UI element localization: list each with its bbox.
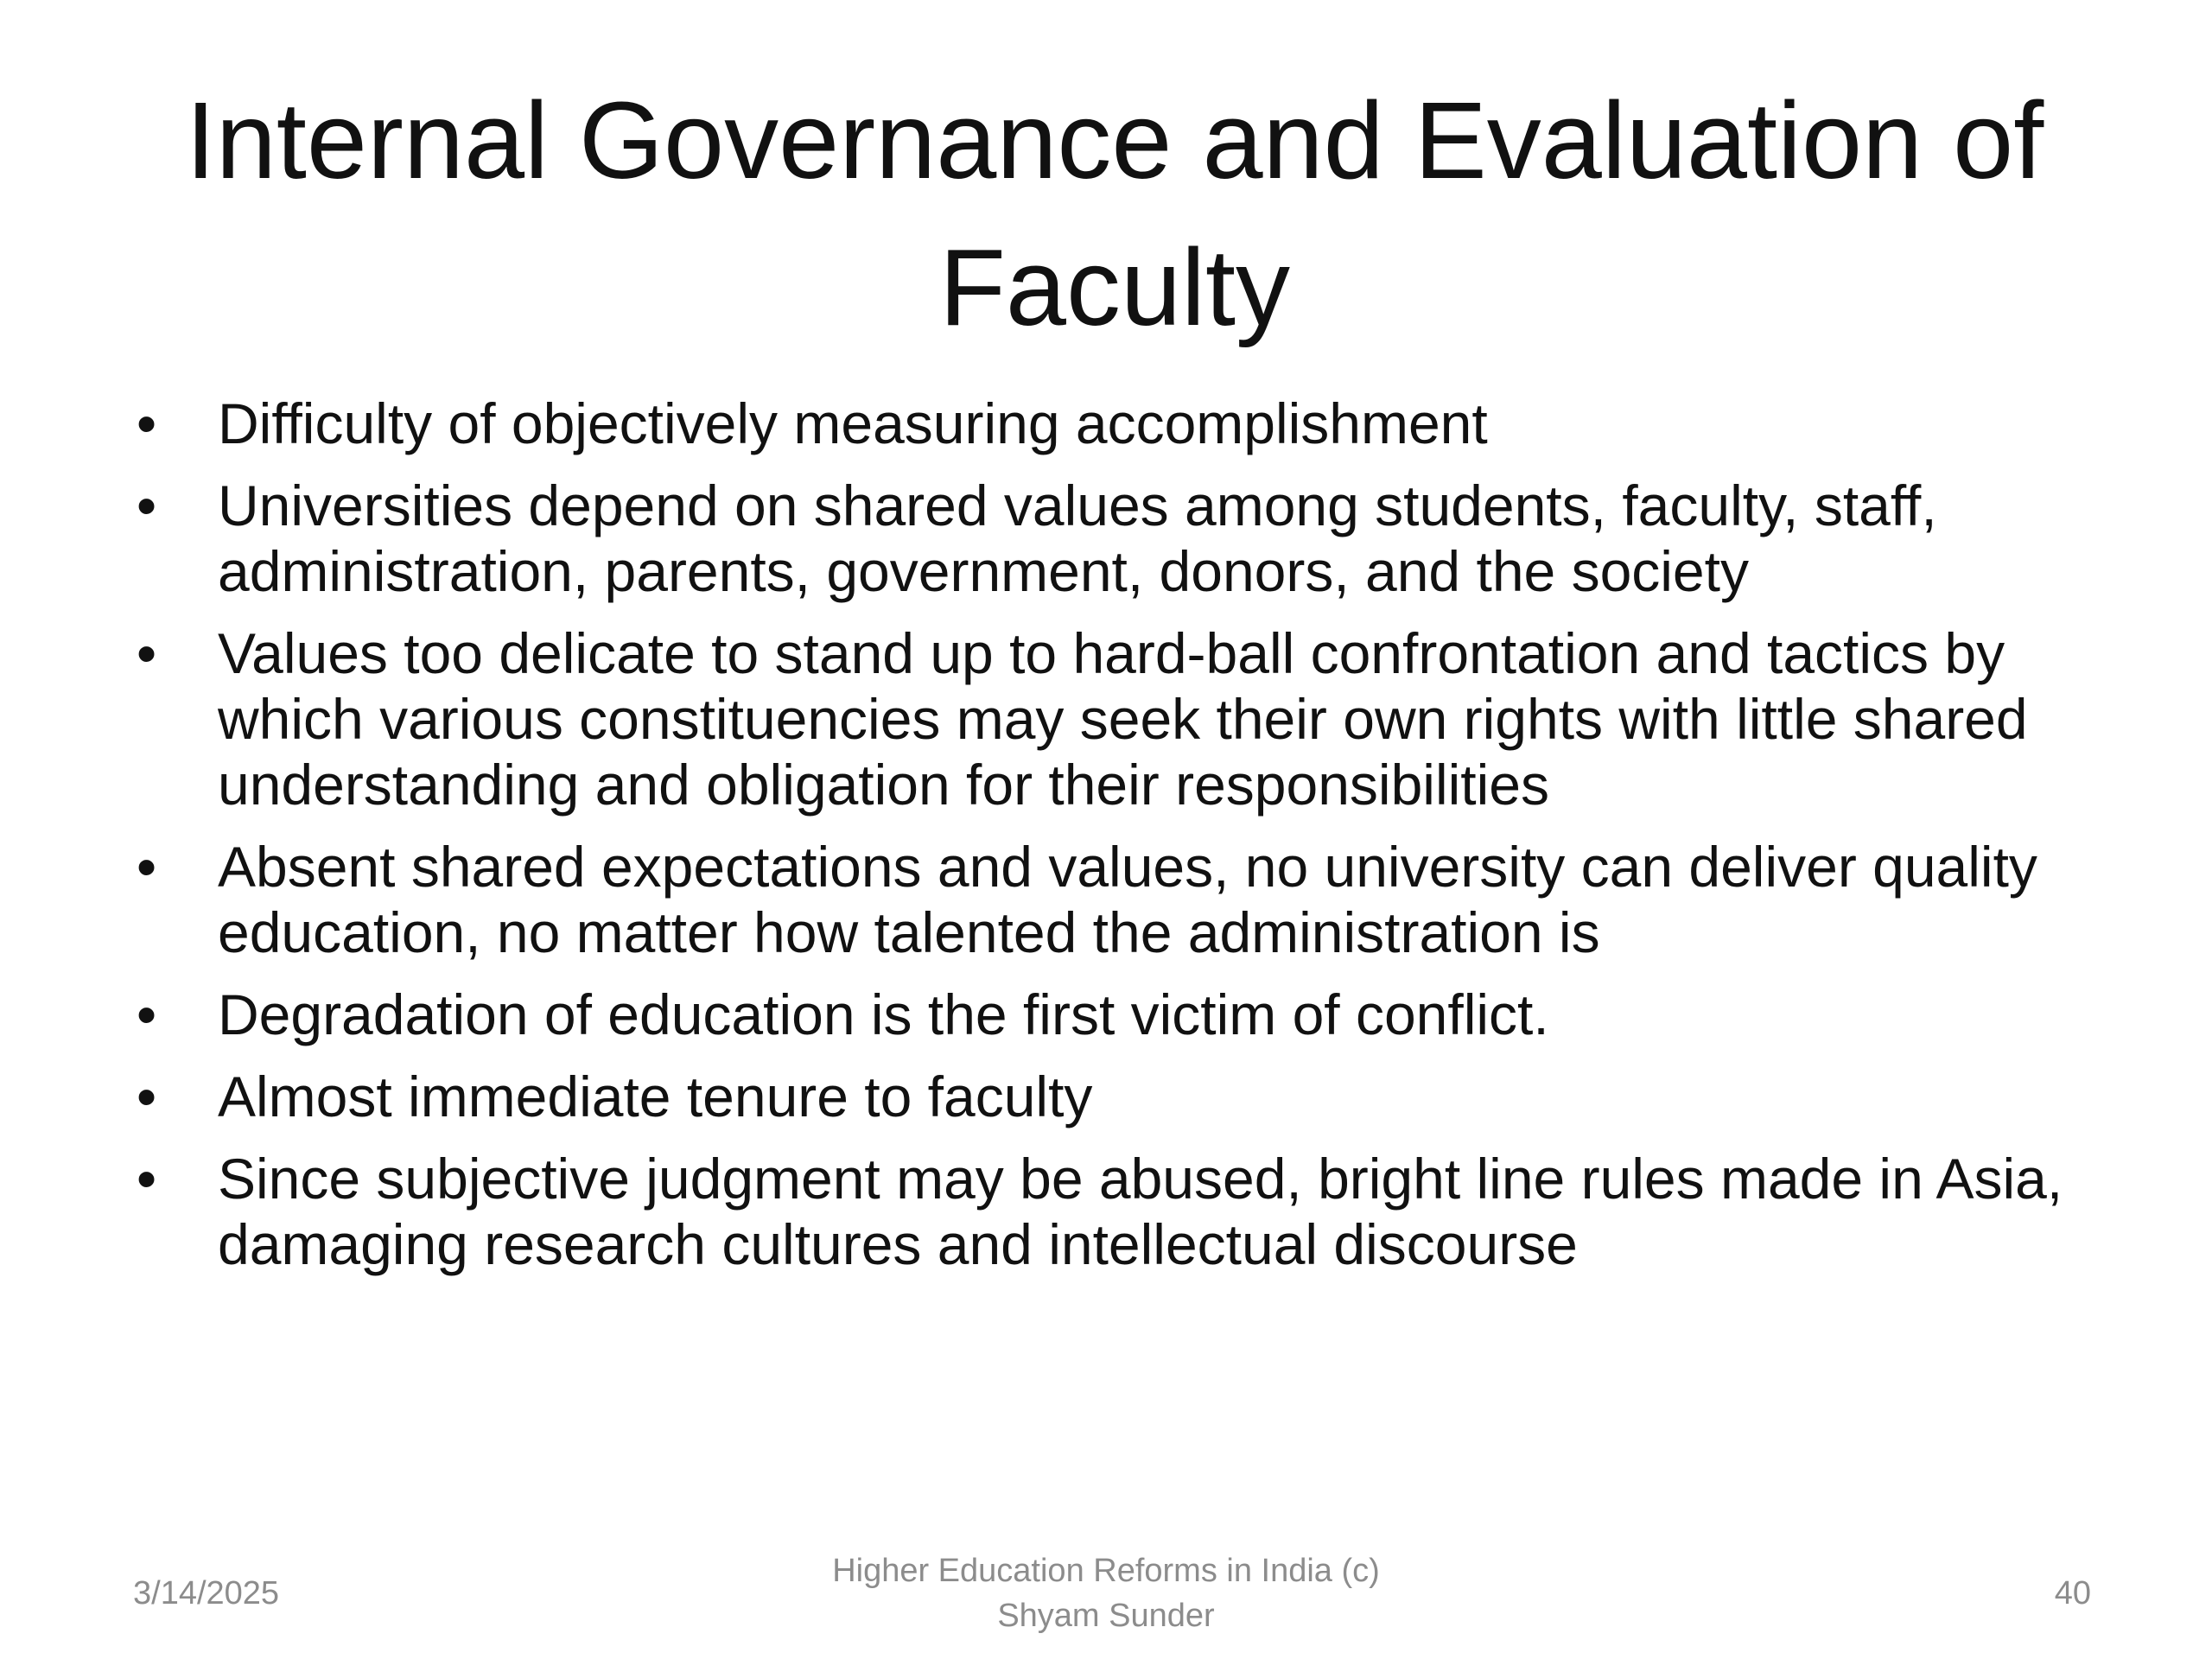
bullet-text: Difficulty of objectively measuring accomplishment <box>218 391 1488 455</box>
bullet-item <box>130 982 2117 1047</box>
bullet-item <box>130 473 2117 604</box>
bullet-dot: • <box>137 1147 157 1211</box>
slide-title-line-1: Internal Governance and Evaluation of <box>185 79 2044 201</box>
bullet-dot: • <box>137 982 157 1046</box>
bullet-dot: • <box>137 391 157 455</box>
slide-title-line-2: Faculty <box>938 226 1291 348</box>
footer-date: 3/14/2025 <box>133 1575 280 1611</box>
bullet-item <box>130 1064 2117 1129</box>
footer-center-text <box>804 1548 1408 1638</box>
bullet-text: Absent shared expectations and values, no university can deliver quality education, no matter how talented the administration is <box>218 835 2037 964</box>
bullet-text: Values too delicate to stand up to hard-ball confrontation and tactics by which various constituencies may seek their own rights with little shared understanding and obligation for their responsibilities <box>218 621 2028 817</box>
bullet-list <box>130 391 2117 1294</box>
bullet-item <box>130 834 2117 965</box>
slide-title <box>104 67 2126 361</box>
bullet-dot: • <box>137 474 157 537</box>
bullet-item <box>130 391 2117 456</box>
bullet-text: Universities depend on shared values among students, faculty, staff, administration, parents, government, donors, and the society <box>218 474 1937 603</box>
bullet-text: Almost immediate tenure to faculty <box>218 1065 1093 1128</box>
bullet-text: Degradation of education is the first victim of conflict. <box>218 982 1549 1046</box>
footer-center-line-2: Shyam Sunder <box>997 1598 1215 1634</box>
bullet-dot: • <box>137 621 157 685</box>
bullet-text: Since subjective judgment may be abused, bright line rules made in Asia, damaging research cultures and intellectual discourse <box>218 1147 2063 1276</box>
footer-page-number: 40 <box>2054 1575 2091 1611</box>
bullet-dot: • <box>137 835 157 899</box>
bullet-item <box>130 1146 2117 1277</box>
footer-center-line-1: Higher Education Reforms in India (c) <box>832 1553 1380 1589</box>
bullet-item <box>130 620 2117 817</box>
bullet-dot: • <box>137 1065 157 1128</box>
